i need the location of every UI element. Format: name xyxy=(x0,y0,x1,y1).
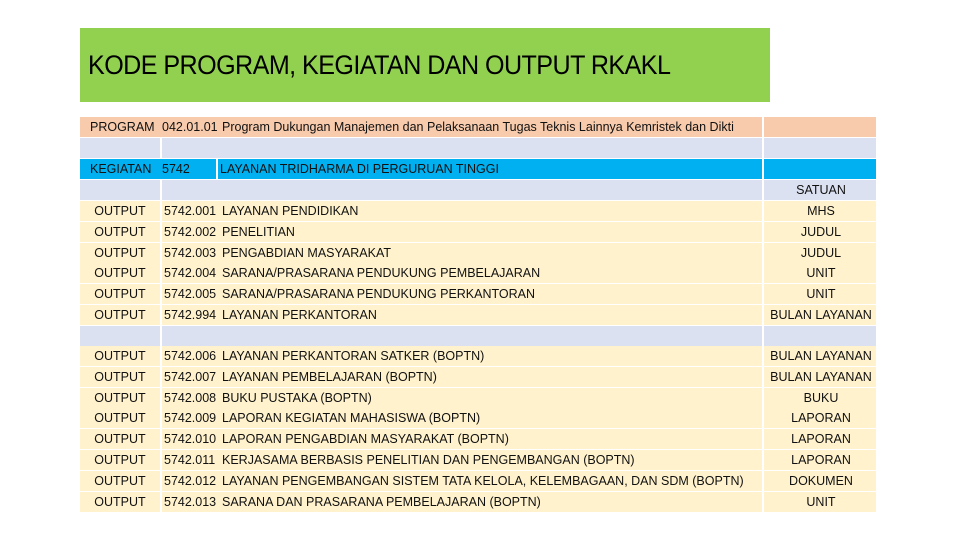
output-row xyxy=(80,243,876,263)
cell-divider xyxy=(762,408,764,428)
output-label: OUTPUT xyxy=(94,494,146,509)
kegiatan-code: 5742 xyxy=(162,162,190,176)
cell-divider xyxy=(762,180,764,200)
output-name: PENELITIAN xyxy=(222,224,295,239)
cell-divider xyxy=(160,492,162,512)
output-label: OUTPUT xyxy=(94,204,146,218)
output-code: 5742.004 xyxy=(164,266,217,281)
cell-divider xyxy=(762,243,764,263)
output-row xyxy=(80,471,876,491)
output-label: OUTPUT xyxy=(94,245,146,260)
cell-divider xyxy=(762,367,764,387)
cell-divider xyxy=(762,138,764,158)
kegiatan-name: LAYANAN TRIDHARMA DI PERGURUAN TINGGI xyxy=(220,162,499,176)
output-row xyxy=(80,346,876,366)
output-code: 5742.003 xyxy=(164,245,217,260)
cell-divider xyxy=(762,450,764,470)
cell-divider xyxy=(160,429,162,449)
output-row xyxy=(80,429,876,449)
output-row xyxy=(80,284,876,304)
output-label: OUTPUT xyxy=(94,473,146,488)
output-code: 5742.001 xyxy=(164,204,217,218)
title-banner xyxy=(80,28,770,102)
cell-divider xyxy=(160,450,162,470)
output-unit: DOKUMEN xyxy=(789,473,853,488)
output-unit: MHS xyxy=(807,204,835,218)
output-row xyxy=(80,201,876,221)
cell-divider xyxy=(762,263,764,283)
output-label: OUTPUT xyxy=(94,411,146,426)
output-code: 5742.011 xyxy=(164,453,216,467)
cell-divider xyxy=(160,346,162,366)
output-label: OUTPUT xyxy=(94,349,146,363)
output-row xyxy=(80,492,876,512)
cell-divider xyxy=(762,471,764,491)
output-code: 5742.007 xyxy=(164,369,217,384)
cell-divider xyxy=(160,326,162,346)
satuan-header-row xyxy=(80,180,876,200)
output-code: 5742.006 xyxy=(164,349,217,363)
output-unit: BUKU xyxy=(803,390,839,405)
cell-divider xyxy=(762,284,764,304)
cell-divider xyxy=(160,263,162,283)
page-title: KODE PROGRAM, KEGIATAN DAN OUTPUT RKAKL xyxy=(88,50,671,80)
cell-divider xyxy=(160,180,162,200)
output-label: OUTPUT xyxy=(94,453,146,467)
output-code: 5742.005 xyxy=(164,287,217,302)
cell-divider xyxy=(160,305,162,325)
output-row xyxy=(80,367,876,387)
output-unit: BULAN LAYANAN xyxy=(770,349,872,363)
output-unit: UNIT xyxy=(806,494,836,509)
output-label: OUTPUT xyxy=(94,266,146,281)
output-row xyxy=(80,222,876,242)
cell-divider xyxy=(160,201,162,221)
kegiatan-row xyxy=(80,159,876,179)
cell-divider xyxy=(762,346,764,366)
cell-divider xyxy=(762,159,764,179)
cell-divider xyxy=(762,388,764,408)
output-label: OUTPUT xyxy=(94,224,146,239)
output-unit: BULAN LAYANAN xyxy=(770,369,872,384)
program-row xyxy=(80,117,876,137)
output-name: SARANA DAN PRASARANA PEMBELAJARAN (BOPTN) xyxy=(222,494,541,509)
output-name: LAYANAN PERKANTORAN xyxy=(222,308,377,322)
output-name: BUKU PUSTAKA (BOPTN) xyxy=(222,390,372,405)
output-row xyxy=(80,408,876,428)
program-code: 042.01.01 xyxy=(162,120,218,134)
cell-divider xyxy=(762,222,764,242)
output-label: OUTPUT xyxy=(94,308,146,322)
cell-divider xyxy=(216,159,218,179)
output-code: 5742.009 xyxy=(164,411,217,426)
output-code: 5742.010 xyxy=(164,432,217,447)
blank-row xyxy=(80,138,876,158)
cell-divider xyxy=(762,201,764,221)
satuan-header: SATUAN xyxy=(796,183,846,197)
cell-divider xyxy=(160,222,162,242)
kegiatan-label: KEGIATAN xyxy=(90,162,152,176)
output-code: 5742.013 xyxy=(164,494,217,509)
output-name: SARANA/PRASARANA PENDUKUNG PERKANTORAN xyxy=(222,287,536,302)
output-unit: JUDUL xyxy=(800,224,842,239)
output-name: LAYANAN PERKANTORAN SATKER (BOPTN) xyxy=(222,349,485,363)
output-row xyxy=(80,450,876,470)
output-name: LAPORAN PENGABDIAN MASYARAKAT (BOPTN) xyxy=(222,432,509,447)
output-code: 5742.008 xyxy=(164,390,217,405)
output-name: LAYANAN PENDIDIKAN xyxy=(222,204,359,218)
output-unit: BULAN LAYANAN xyxy=(770,308,872,322)
output-row xyxy=(80,263,876,283)
cell-divider xyxy=(160,388,162,408)
output-row xyxy=(80,388,876,408)
output-unit: LAPORAN xyxy=(791,453,851,467)
output-name: SARANA/PRASARANA PENDUKUNG PEMBELAJARAN xyxy=(222,266,541,281)
output-row xyxy=(80,305,876,325)
output-code: 5742.994 xyxy=(164,308,217,322)
output-label: OUTPUT xyxy=(94,390,146,405)
output-name: LAYANAN PEMBELAJARAN (BOPTN) xyxy=(222,369,437,384)
cell-divider xyxy=(762,117,764,137)
output-label: OUTPUT xyxy=(94,369,146,384)
cell-divider xyxy=(762,492,764,512)
cell-divider xyxy=(762,429,764,449)
output-code: 5742.012 xyxy=(164,473,217,488)
output-unit: JUDUL xyxy=(800,245,842,260)
output-name: KERJASAMA BERBASIS PENELITIAN DAN PENGEMBANGAN (BOPTN) xyxy=(222,453,635,467)
cell-divider xyxy=(160,138,162,158)
output-unit: LAPORAN xyxy=(791,411,851,426)
blank-row xyxy=(80,326,876,346)
output-name: LAPORAN KEGIATAN MAHASISWA (BOPTN) xyxy=(222,411,481,426)
cell-divider xyxy=(160,408,162,428)
output-unit: UNIT xyxy=(806,287,836,302)
cell-divider xyxy=(160,243,162,263)
output-name: LAYANAN PENGEMBANGAN SISTEM TATA KELOLA, KELEMBAGAAN, DAN SDM (BOPTN) xyxy=(222,473,744,488)
program-label: PROGRAM xyxy=(90,120,155,134)
program-name: Program Dukungan Manajemen dan Pelaksanaan Tugas Teknis Lainnya Kemristek dan Dikti xyxy=(222,120,734,134)
cell-divider xyxy=(160,471,162,491)
cell-divider xyxy=(160,284,162,304)
output-code: 5742.002 xyxy=(164,224,217,239)
cell-divider xyxy=(160,367,162,387)
output-unit: LAPORAN xyxy=(791,432,851,447)
output-label: OUTPUT xyxy=(94,432,146,447)
cell-divider xyxy=(762,326,764,346)
cell-divider xyxy=(762,305,764,325)
output-unit: UNIT xyxy=(806,266,836,281)
output-label: OUTPUT xyxy=(94,287,146,302)
output-name: PENGABDIAN MASYARAKAT xyxy=(222,245,392,260)
